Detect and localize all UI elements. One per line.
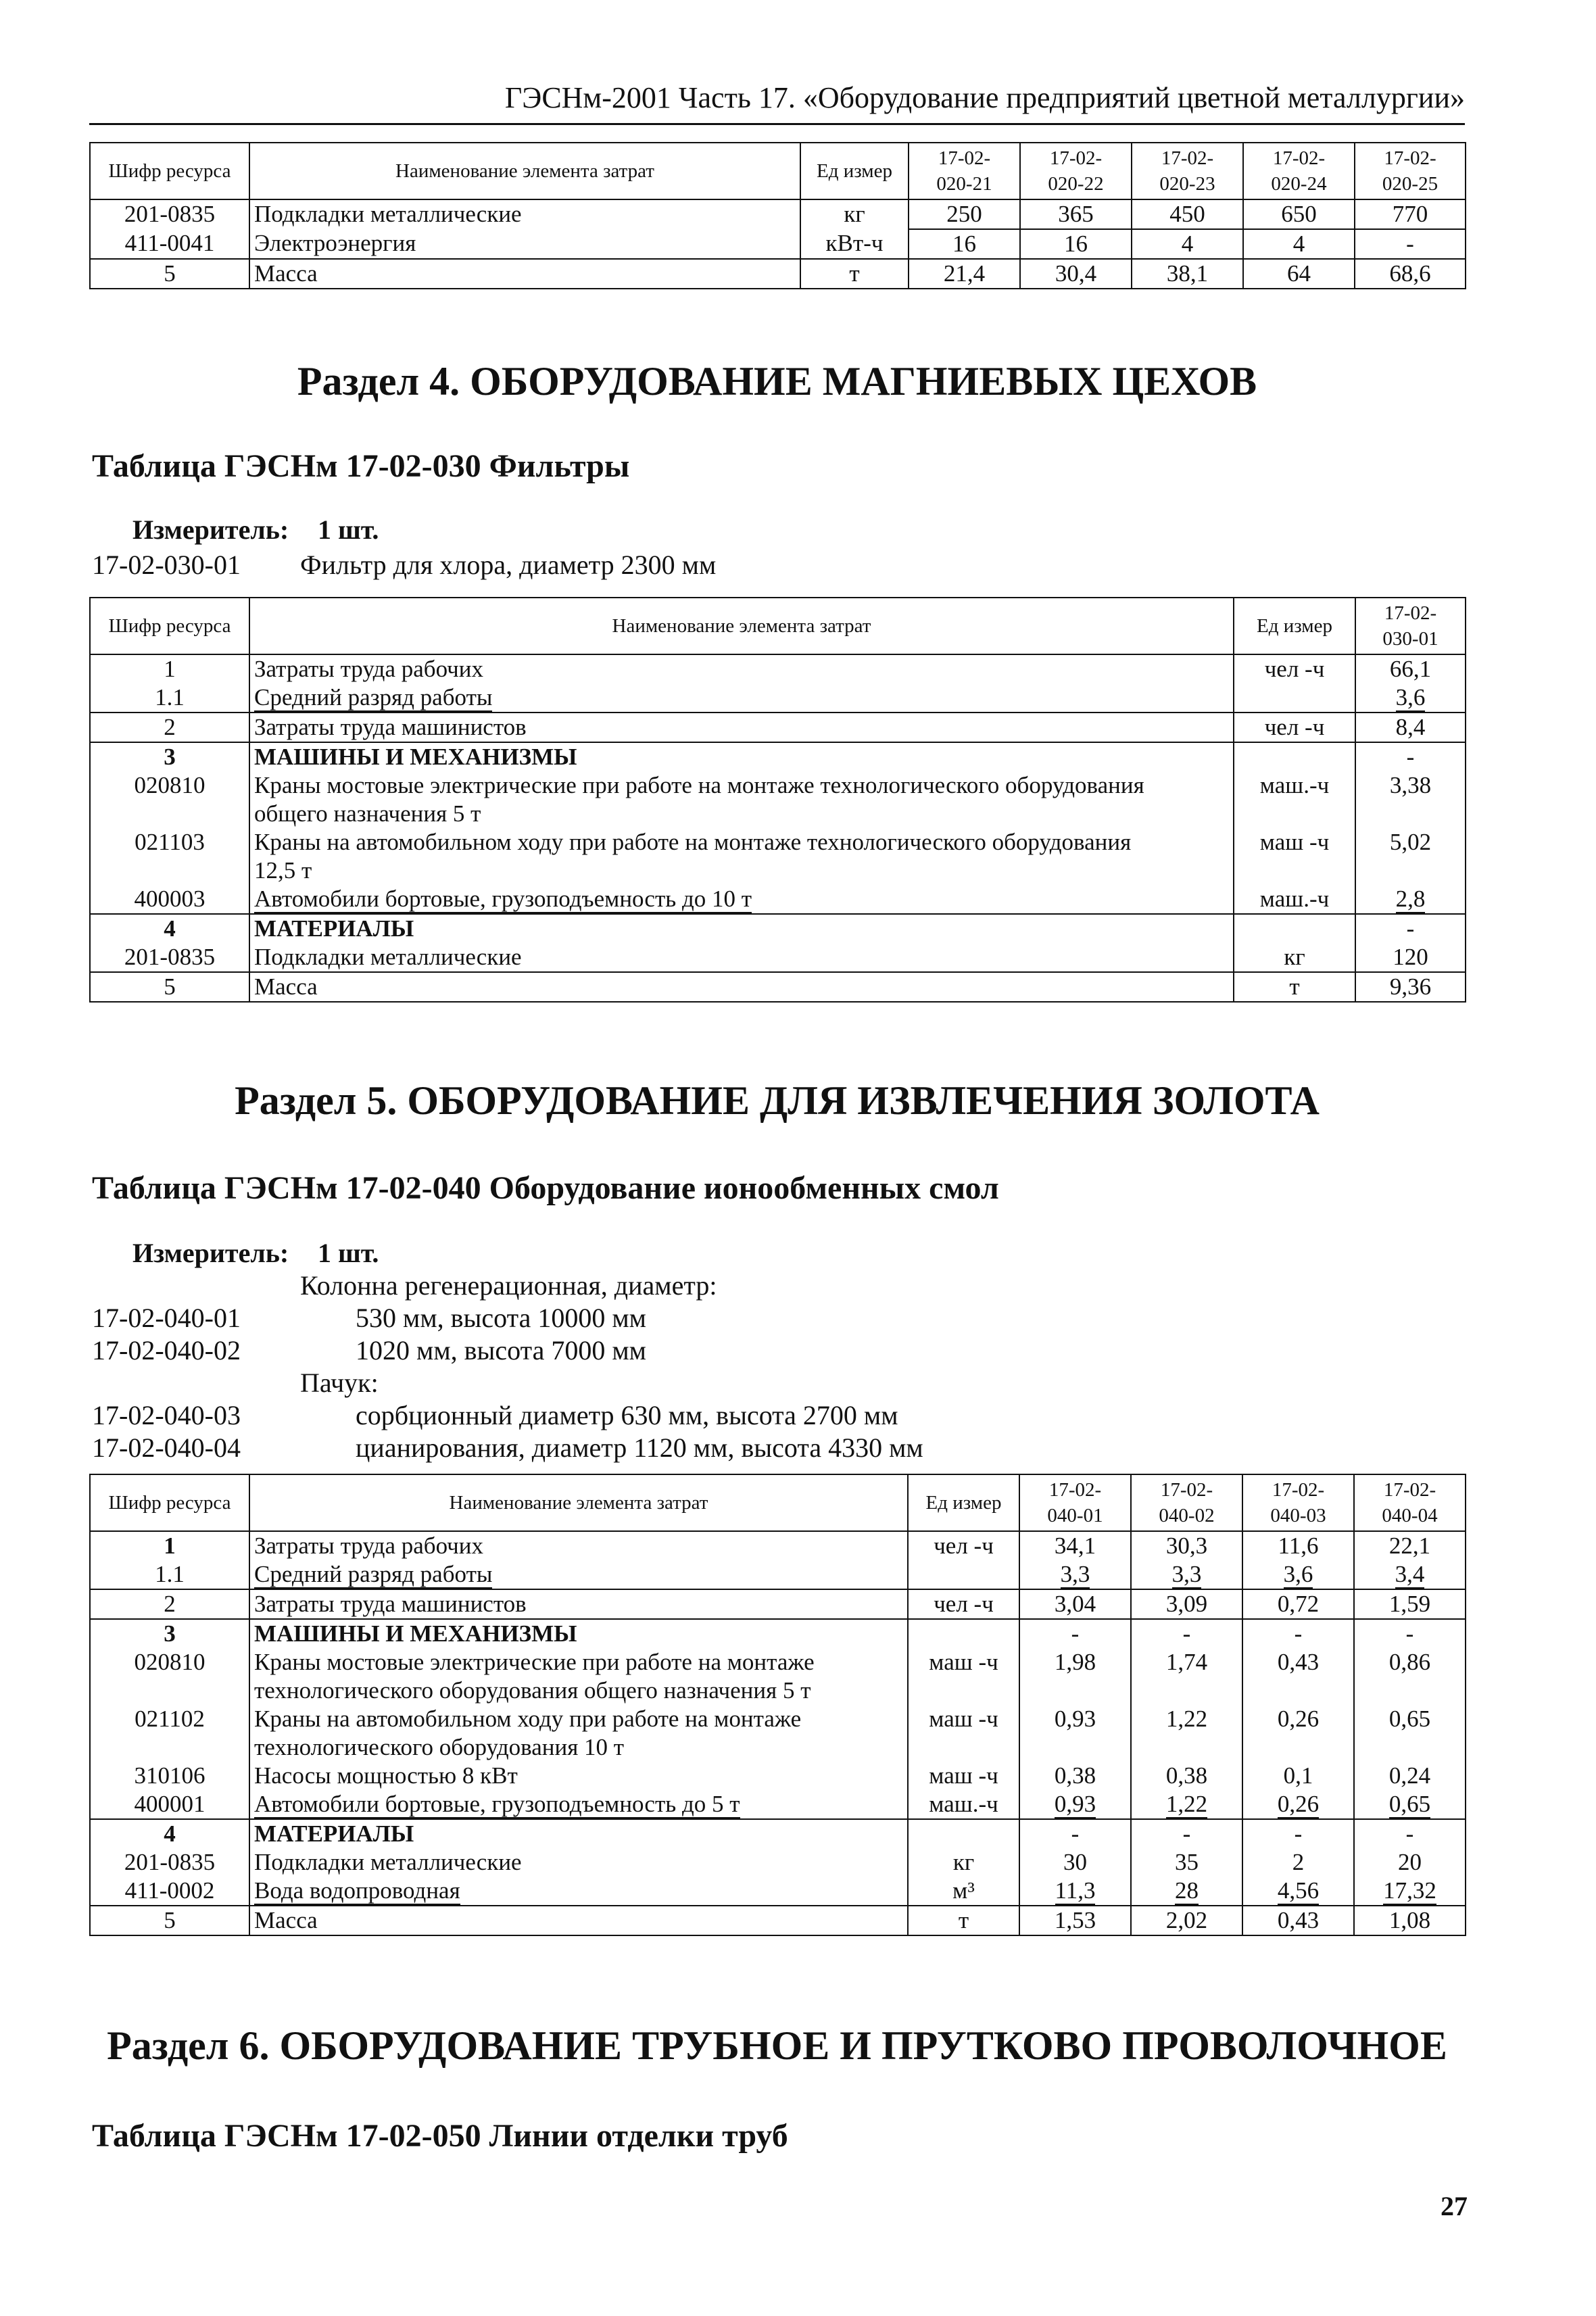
cell-value: -: [1131, 1619, 1242, 1648]
page-number: 27: [1441, 2191, 1468, 2221]
cell-value: 5,02: [1355, 828, 1466, 885]
section-5-title: Раздел 5. ОБОРУДОВАНИЕ ДЛЯ ИЗВЛЕЧЕНИЯ ЗОЛОТА: [235, 1078, 1320, 1123]
cell-name: Насосы мощностью 8 кВт: [249, 1762, 908, 1790]
cell-value: 0,26: [1242, 1790, 1354, 1819]
cell-code: 4: [90, 914, 249, 943]
cell-value: 1,59: [1354, 1589, 1466, 1619]
col-header-norm: 17-02- 040-02: [1131, 1474, 1242, 1531]
cell-value: 3,6: [1242, 1560, 1354, 1589]
cell-unit: кВт-ч: [800, 229, 909, 259]
cell-value: 17,32: [1354, 1877, 1466, 1906]
col-header-code: Шифр ресурса: [90, 1474, 249, 1531]
cell-value: 4,56: [1242, 1877, 1354, 1906]
cell-code: 5: [90, 259, 249, 289]
item-name: Фильтр для хлора, диаметр 2300 мм: [300, 550, 717, 580]
cell-name: Электроэнергия: [249, 229, 800, 259]
cell-name: МАШИНЫ И МЕХАНИЗМЫ: [249, 1619, 908, 1648]
cell-code: 021102: [90, 1705, 249, 1762]
section-4-title: Раздел 4. ОБОРУДОВАНИЕ МАГНИЕВЫХ ЦЕХОВ: [297, 359, 1257, 404]
cell-value: 0,1: [1242, 1762, 1354, 1790]
table-row: [90, 1705, 1466, 1762]
cell-name: Краны на автомобильном ходу при работе на монтаже технологического оборудования 12,5 т: [249, 828, 1234, 885]
cell-value: 22,1: [1354, 1531, 1466, 1560]
cell-code: 201-0835: [90, 199, 249, 229]
table-row: [90, 259, 1466, 289]
item-code: 17-02-040-01: [92, 1303, 241, 1333]
table-row: [90, 1589, 1466, 1619]
col-header-code: Шифр ресурса: [90, 598, 249, 654]
cell-value: 64: [1243, 259, 1355, 289]
table-row: [90, 742, 1466, 771]
item-code: 17-02-030-01: [92, 550, 241, 580]
cell-code: 400001: [90, 1790, 249, 1819]
cell-code: 1.1: [90, 1560, 249, 1589]
cell-code: 411-0002: [90, 1877, 249, 1906]
table-row: [90, 1762, 1466, 1790]
cell-unit: кг: [800, 199, 909, 229]
table-row: [90, 1877, 1466, 1906]
cell-value: 250: [909, 199, 1020, 229]
cell-value: 3,6: [1355, 683, 1466, 713]
col-header-norm: 17-02- 020-22: [1020, 143, 1132, 199]
cell-value: 2,8: [1355, 885, 1466, 914]
table-header-row: [90, 143, 1466, 199]
cell-unit: т: [1234, 972, 1355, 1002]
cell-code: 4: [90, 1819, 249, 1848]
table-row: [90, 1560, 1466, 1589]
table-17-02-040: [89, 1474, 1466, 1936]
cell-value: 0,65: [1354, 1790, 1466, 1819]
cell-value: -: [1355, 914, 1466, 943]
cell-unit: кг: [908, 1848, 1019, 1877]
cell-unit: [908, 1619, 1019, 1648]
cell-unit: т: [800, 259, 909, 289]
cell-value: 0,24: [1354, 1762, 1466, 1790]
cell-value: 3,38: [1355, 771, 1466, 828]
cell-name: Вода водопроводная: [249, 1877, 908, 1906]
cell-code: 310106: [90, 1762, 249, 1790]
cell-value: 1,74: [1131, 1648, 1242, 1705]
group-heading: Пачук:: [300, 1368, 379, 1398]
cell-value: 4: [1243, 229, 1355, 259]
table-title-17-02-030: Таблица ГЭСНм 17-02-030 Фильтры: [92, 448, 630, 484]
measure-label: Измеритель:: [132, 514, 289, 545]
col-header-norm: 17-02- 020-21: [909, 143, 1020, 199]
cell-value: 66,1: [1355, 654, 1466, 683]
cell-code: 3: [90, 742, 249, 771]
section-6-title: Раздел 6. ОБОРУДОВАНИЕ ТРУБНОЕ И ПРУТКОВО ПРОВОЛОЧНОЕ: [107, 2023, 1447, 2068]
cell-name: Затраты труда машинистов: [249, 713, 1234, 742]
cell-value: 20: [1354, 1848, 1466, 1877]
cell-value: 28: [1131, 1877, 1242, 1906]
cell-name: Краны мостовые электрические при работе на монтаже технологического оборудования общего назначения 5 т: [249, 1648, 908, 1705]
cell-value: 3,3: [1019, 1560, 1131, 1589]
cell-name: Автомобили бортовые, грузоподъемность до 5 т: [249, 1790, 908, 1819]
cell-code: 3: [90, 1619, 249, 1648]
cell-code: 201-0835: [90, 1848, 249, 1877]
cell-value: 450: [1132, 199, 1243, 229]
cell-value: 30,3: [1131, 1531, 1242, 1560]
col-header-unit: Ед измер: [800, 143, 909, 199]
cell-value: -: [1355, 742, 1466, 771]
cell-value: 3,09: [1131, 1589, 1242, 1619]
cell-name: МАТЕРИАЛЫ: [249, 1819, 908, 1848]
col-header-unit: Ед измер: [1234, 598, 1355, 654]
cell-value: 35: [1131, 1848, 1242, 1877]
cell-unit: т: [908, 1906, 1019, 1935]
table-row: [90, 943, 1466, 972]
cell-name: Затраты труда рабочих: [249, 1531, 908, 1560]
cell-value: 30,4: [1020, 259, 1132, 289]
table-row: [90, 914, 1466, 943]
cell-value: 770: [1355, 199, 1466, 229]
cell-value: -: [1131, 1819, 1242, 1848]
cell-value: 11,3: [1019, 1877, 1131, 1906]
cell-value: 1,53: [1019, 1906, 1131, 1935]
table-row: [90, 1819, 1466, 1848]
item-name: цианирования, диаметр 1120 мм, высота 4330 мм: [356, 1432, 923, 1463]
cell-value: -: [1354, 1819, 1466, 1848]
cell-unit: [1234, 742, 1355, 771]
cell-name: МАШИНЫ И МЕХАНИЗМЫ: [249, 742, 1234, 771]
item-code: 17-02-040-02: [92, 1335, 241, 1366]
cell-value: 0,72: [1242, 1589, 1354, 1619]
table-row: [90, 828, 1466, 885]
col-header-code: Шифр ресурса: [90, 143, 249, 199]
col-header-norm: 17-02- 040-04: [1354, 1474, 1466, 1531]
cell-value: 0,43: [1242, 1648, 1354, 1705]
cell-value: 120: [1355, 943, 1466, 972]
col-header-norm: 17-02- 040-03: [1242, 1474, 1354, 1531]
table-row: [90, 1619, 1466, 1648]
cell-code: 1.1: [90, 683, 249, 713]
cell-code: 400003: [90, 885, 249, 914]
measure-label: Измеритель:: [132, 1238, 289, 1268]
cell-unit: маш -ч: [1234, 828, 1355, 885]
cell-value: 4: [1132, 229, 1243, 259]
table-row: [90, 771, 1466, 828]
table-17-02-030: [89, 597, 1466, 1003]
table-row: [90, 1531, 1466, 1560]
col-header-name: Наименование элемента затрат: [249, 1474, 908, 1531]
cell-value: 1,22: [1131, 1705, 1242, 1762]
col-header-norm: 17-02- 020-23: [1132, 143, 1243, 199]
cell-unit: чел -ч: [908, 1589, 1019, 1619]
cell-value: 68,6: [1355, 259, 1466, 289]
cell-code: 021103: [90, 828, 249, 885]
cell-name: Краны мостовые электрические при работе на монтаже технологического оборудования общего назначения 5 т: [249, 771, 1234, 828]
cell-unit: м³: [908, 1877, 1019, 1906]
cell-unit: чел -ч: [1234, 713, 1355, 742]
cell-name: МАТЕРИАЛЫ: [249, 914, 1234, 943]
group-heading: Колонна регенерационная, диаметр:: [300, 1270, 717, 1301]
cell-code: 020810: [90, 771, 249, 828]
cell-value: 365: [1020, 199, 1132, 229]
item-name: 1020 мм, высота 7000 мм: [356, 1335, 646, 1366]
cell-name: Подкладки металлические: [249, 1848, 908, 1877]
cell-value: 34,1: [1019, 1531, 1131, 1560]
cell-value: 0,38: [1019, 1762, 1131, 1790]
table-row: [90, 713, 1466, 742]
table-row: [90, 654, 1466, 683]
cell-value: 0,38: [1131, 1762, 1242, 1790]
cell-name: Подкладки металлические: [249, 943, 1234, 972]
cell-name: Подкладки металлические: [249, 199, 800, 229]
table-row: [90, 1906, 1466, 1935]
cell-value: 0,43: [1242, 1906, 1354, 1935]
cell-unit: маш.-ч: [1234, 771, 1355, 828]
cell-unit: чел -ч: [908, 1531, 1019, 1560]
table-row: [90, 1790, 1466, 1819]
cell-name: Краны на автомобильном ходу при работе на монтаже технологического оборудования 10 т: [249, 1705, 908, 1762]
cell-name: Затраты труда машинистов: [249, 1589, 908, 1619]
table-row: [90, 199, 1466, 229]
cell-value: 3,4: [1354, 1560, 1466, 1589]
table-row: [90, 1648, 1466, 1705]
table-row: [90, 972, 1466, 1002]
item-name: 530 мм, высота 10000 мм: [356, 1303, 646, 1333]
item-name: сорбционный диаметр 630 мм, высота 2700 мм: [356, 1400, 898, 1430]
cell-unit: [1234, 683, 1355, 713]
cell-value: -: [1354, 1619, 1466, 1648]
col-header-norm: 17-02- 040-01: [1019, 1474, 1131, 1531]
col-header-name: Наименование элемента затрат: [249, 598, 1234, 654]
col-header-norm: 17-02- 030-01: [1355, 598, 1466, 654]
cell-value: 2: [1242, 1848, 1354, 1877]
col-header-unit: Ед измер: [908, 1474, 1019, 1531]
cell-code: 411-0041: [90, 229, 249, 259]
cell-unit: [908, 1819, 1019, 1848]
cell-unit: [908, 1560, 1019, 1589]
cell-value: 3,04: [1019, 1589, 1131, 1619]
cell-value: 8,4: [1355, 713, 1466, 742]
measure-value: 1 шт.: [318, 1238, 379, 1268]
cell-code: 1: [90, 1531, 249, 1560]
cell-value: 30: [1019, 1848, 1131, 1877]
cell-name: Масса: [249, 972, 1234, 1002]
cell-name: Масса: [249, 259, 800, 289]
cell-value: -: [1242, 1819, 1354, 1848]
cell-unit: маш.-ч: [1234, 885, 1355, 914]
cell-unit: [1234, 914, 1355, 943]
cell-value: 0,65: [1354, 1705, 1466, 1762]
cell-value: 0,93: [1019, 1705, 1131, 1762]
cell-value: 3,3: [1131, 1560, 1242, 1589]
cell-name: Автомобили бортовые, грузоподъемность до 10 т: [249, 885, 1234, 914]
cell-code: 201-0835: [90, 943, 249, 972]
cell-value: -: [1355, 229, 1466, 259]
cell-unit: маш -ч: [908, 1762, 1019, 1790]
cell-code: 5: [90, 972, 249, 1002]
table-17-02-020-continued: [89, 142, 1466, 289]
cell-value: -: [1019, 1819, 1131, 1848]
cell-unit: маш -ч: [908, 1705, 1019, 1762]
cell-unit: маш.-ч: [908, 1790, 1019, 1819]
item-code: 17-02-040-03: [92, 1400, 241, 1430]
cell-value: 9,36: [1355, 972, 1466, 1002]
col-header-norm: 17-02- 020-25: [1355, 143, 1466, 199]
col-header-norm: 17-02- 020-24: [1243, 143, 1355, 199]
cell-value: 1,98: [1019, 1648, 1131, 1705]
table-header-row: [90, 598, 1466, 654]
cell-value: 16: [1020, 229, 1132, 259]
cell-value: 650: [1243, 199, 1355, 229]
cell-value: 21,4: [909, 259, 1020, 289]
running-header: ГЭСНм-2001 Часть 17. «Оборудование предприятий цветной металлургии»: [89, 76, 1465, 125]
table-row: [90, 1848, 1466, 1877]
cell-code: 2: [90, 1589, 249, 1619]
col-header-name: Наименование элемента затрат: [249, 143, 800, 199]
cell-value: 0,93: [1019, 1790, 1131, 1819]
cell-value: 0,86: [1354, 1648, 1466, 1705]
cell-value: 1,22: [1131, 1790, 1242, 1819]
cell-name: Масса: [249, 1906, 908, 1935]
cell-unit: чел -ч: [1234, 654, 1355, 683]
cell-code: 5: [90, 1906, 249, 1935]
cell-name: Средний разряд работы: [249, 1560, 908, 1589]
cell-value: 0,26: [1242, 1705, 1354, 1762]
cell-value: 1,08: [1354, 1906, 1466, 1935]
cell-name: Затраты труда рабочих: [249, 654, 1234, 683]
cell-unit: кг: [1234, 943, 1355, 972]
cell-value: 16: [909, 229, 1020, 259]
cell-code: 2: [90, 713, 249, 742]
table-row: [90, 885, 1466, 914]
cell-value: 38,1: [1132, 259, 1243, 289]
table-title-17-02-040: Таблица ГЭСНм 17-02-040 Оборудование ионообменных смол: [92, 1170, 999, 1206]
table-row: [90, 229, 1466, 259]
cell-code: 020810: [90, 1648, 249, 1705]
table-row: [90, 683, 1466, 713]
table-header-row: [90, 1474, 1466, 1531]
cell-name: Средний разряд работы: [249, 683, 1234, 713]
cell-value: 11,6: [1242, 1531, 1354, 1560]
cell-code: 1: [90, 654, 249, 683]
table-title-17-02-050: Таблица ГЭСНм 17-02-050 Линии отделки труб: [92, 2118, 788, 2154]
cell-value: -: [1019, 1619, 1131, 1648]
cell-value: 2,02: [1131, 1906, 1242, 1935]
measure-value: 1 шт.: [318, 514, 379, 545]
cell-value: -: [1242, 1619, 1354, 1648]
cell-unit: маш -ч: [908, 1648, 1019, 1705]
item-code: 17-02-040-04: [92, 1432, 241, 1463]
